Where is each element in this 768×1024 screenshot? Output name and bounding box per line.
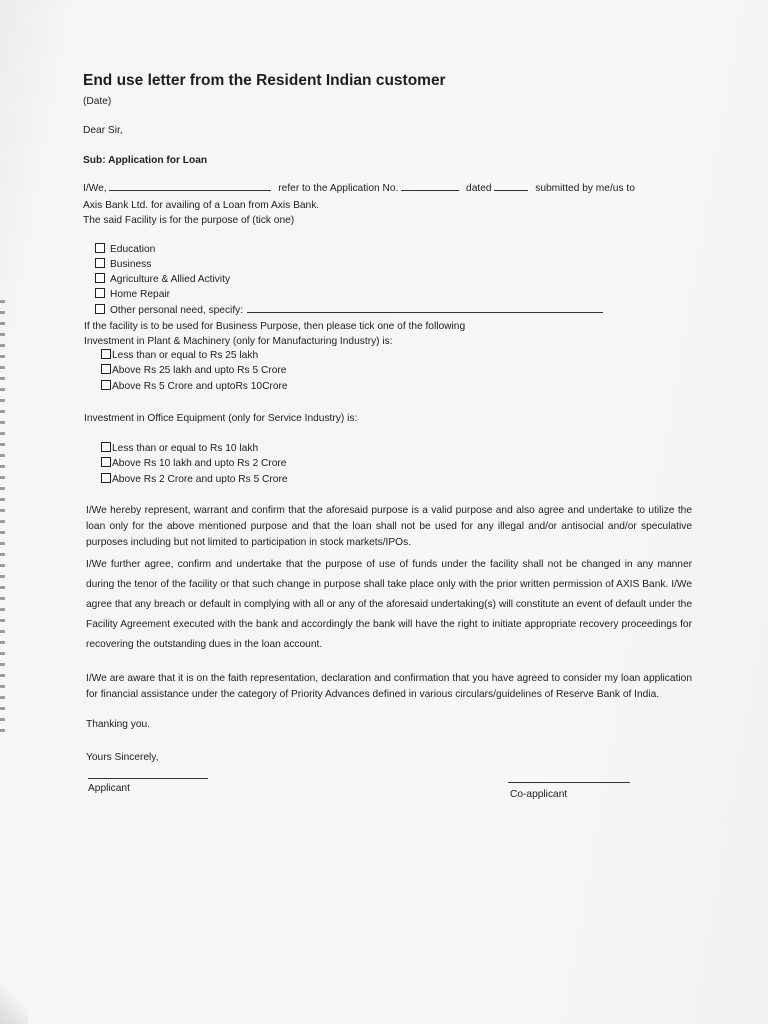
other-specify-blank[interactable] bbox=[247, 303, 603, 313]
declaration-paragraph-1: I/We hereby represent, warrant and confirm that the aforesaid purpose is a valid purpose and also agree and undertake to utilize the loan only for the above mentioned purpose and that the loan shall not be used for any illegal and/or antisocial and/or speculative purposes including but not limited to participation in stock markets/IPOs. bbox=[86, 505, 692, 548]
purpose-instruction: The said Facility is for the purpose of (tick one) bbox=[83, 215, 295, 226]
purpose-option-home-repair[interactable]: Home Repair bbox=[95, 288, 170, 302]
applicant-label: Applicant bbox=[88, 783, 130, 794]
purpose-option-business[interactable]: Business bbox=[95, 258, 151, 272]
application-line bbox=[83, 181, 635, 196]
submitted-text: submitted by me/us to bbox=[535, 183, 635, 194]
closing-line: Yours Sincerely, bbox=[86, 752, 159, 763]
checkbox[interactable] bbox=[95, 273, 105, 283]
manufacturing-heading: Investment in Plant & Machinery (only for Manufacturing Industry) is: bbox=[84, 336, 393, 347]
purpose-option-agriculture[interactable]: Agriculture & Allied Activity bbox=[95, 273, 230, 287]
scan-corner-shadow bbox=[0, 984, 28, 1024]
application-no-blank bbox=[401, 181, 459, 191]
co-applicant-label: Co-applicant bbox=[510, 789, 568, 800]
letter-title: End use letter from the Resident Indian customer bbox=[83, 72, 446, 89]
date-blank bbox=[494, 181, 528, 191]
co-applicant-signature-line[interactable] bbox=[508, 781, 630, 783]
purpose-option-education[interactable]: Education bbox=[95, 243, 155, 257]
checkbox[interactable] bbox=[95, 243, 105, 253]
checkbox[interactable] bbox=[95, 304, 105, 314]
date-placeholder: (Date) bbox=[83, 96, 112, 107]
bank-line: Axis Bank Ltd. for availing of a Loan from Axis Bank. bbox=[83, 200, 320, 211]
checkbox[interactable] bbox=[101, 380, 111, 390]
subject-line: Sub: Application for Loan bbox=[83, 155, 208, 166]
refer-text: refer to the Application No. bbox=[278, 183, 399, 194]
applicant-signature-line[interactable] bbox=[88, 777, 208, 779]
scan-edge-shadow bbox=[0, 300, 5, 740]
service-heading: Investment in Office Equipment (only for Service Industry) is: bbox=[84, 413, 358, 424]
service-option-3[interactable]: Above Rs 2 Crore and upto Rs 5 Crore bbox=[101, 473, 288, 487]
service-option-1[interactable]: Less than or equal to Rs 10 lakh bbox=[101, 442, 258, 456]
checkbox[interactable] bbox=[101, 442, 111, 452]
we-label: I/We, bbox=[83, 183, 107, 194]
checkbox[interactable] bbox=[101, 364, 111, 374]
thanks-line: Thanking you. bbox=[86, 719, 150, 730]
manufacturing-option-2[interactable]: Above Rs 25 lakh and upto Rs 5 Crore bbox=[101, 364, 286, 378]
name-blank bbox=[109, 181, 271, 191]
manufacturing-option-3[interactable]: Above Rs 5 Crore and uptoRs 10Crore bbox=[101, 380, 288, 394]
purpose-option-other[interactable]: Other personal need, specify: bbox=[95, 303, 603, 318]
salutation: Dear Sir, bbox=[83, 125, 123, 136]
business-intro: If the facility is to be used for Business Purpose, then please tick one of the following bbox=[84, 321, 466, 332]
manufacturing-option-1[interactable]: Less than or equal to Rs 25 lakh bbox=[101, 349, 258, 363]
checkbox[interactable] bbox=[95, 258, 105, 268]
declaration-paragraph-2: I/We further agree, confirm and undertake that the purpose of use of funds under the facility shall not be changed in any manner during the tenor of the facility or that such change in purpose shall take place only with the prior written permission of AXIS Bank. I/We agree that any breach or default in complying with all or any of the aforesaid undertaking(s) will constitute an event of default under the Facility Agreement executed with the bank and accordingly the bank will have the right to initiate appropriate recovery proceedings for recovering the outstanding dues in the loan account. bbox=[86, 559, 692, 650]
checkbox[interactable] bbox=[101, 349, 111, 359]
checkbox[interactable] bbox=[101, 457, 111, 467]
service-option-2[interactable]: Above Rs 10 lakh and upto Rs 2 Crore bbox=[101, 457, 286, 471]
checkbox[interactable] bbox=[95, 288, 105, 298]
checkbox[interactable] bbox=[101, 473, 111, 483]
declaration-paragraph-3: I/We are aware that it is on the faith representation, declaration and confirmation that you have agreed to consider my loan application for financial assistance under the category of Priority Advances defined in various circulars/guidelines of Reserve Bank of India. bbox=[86, 673, 692, 700]
dated-text: dated bbox=[466, 183, 492, 194]
